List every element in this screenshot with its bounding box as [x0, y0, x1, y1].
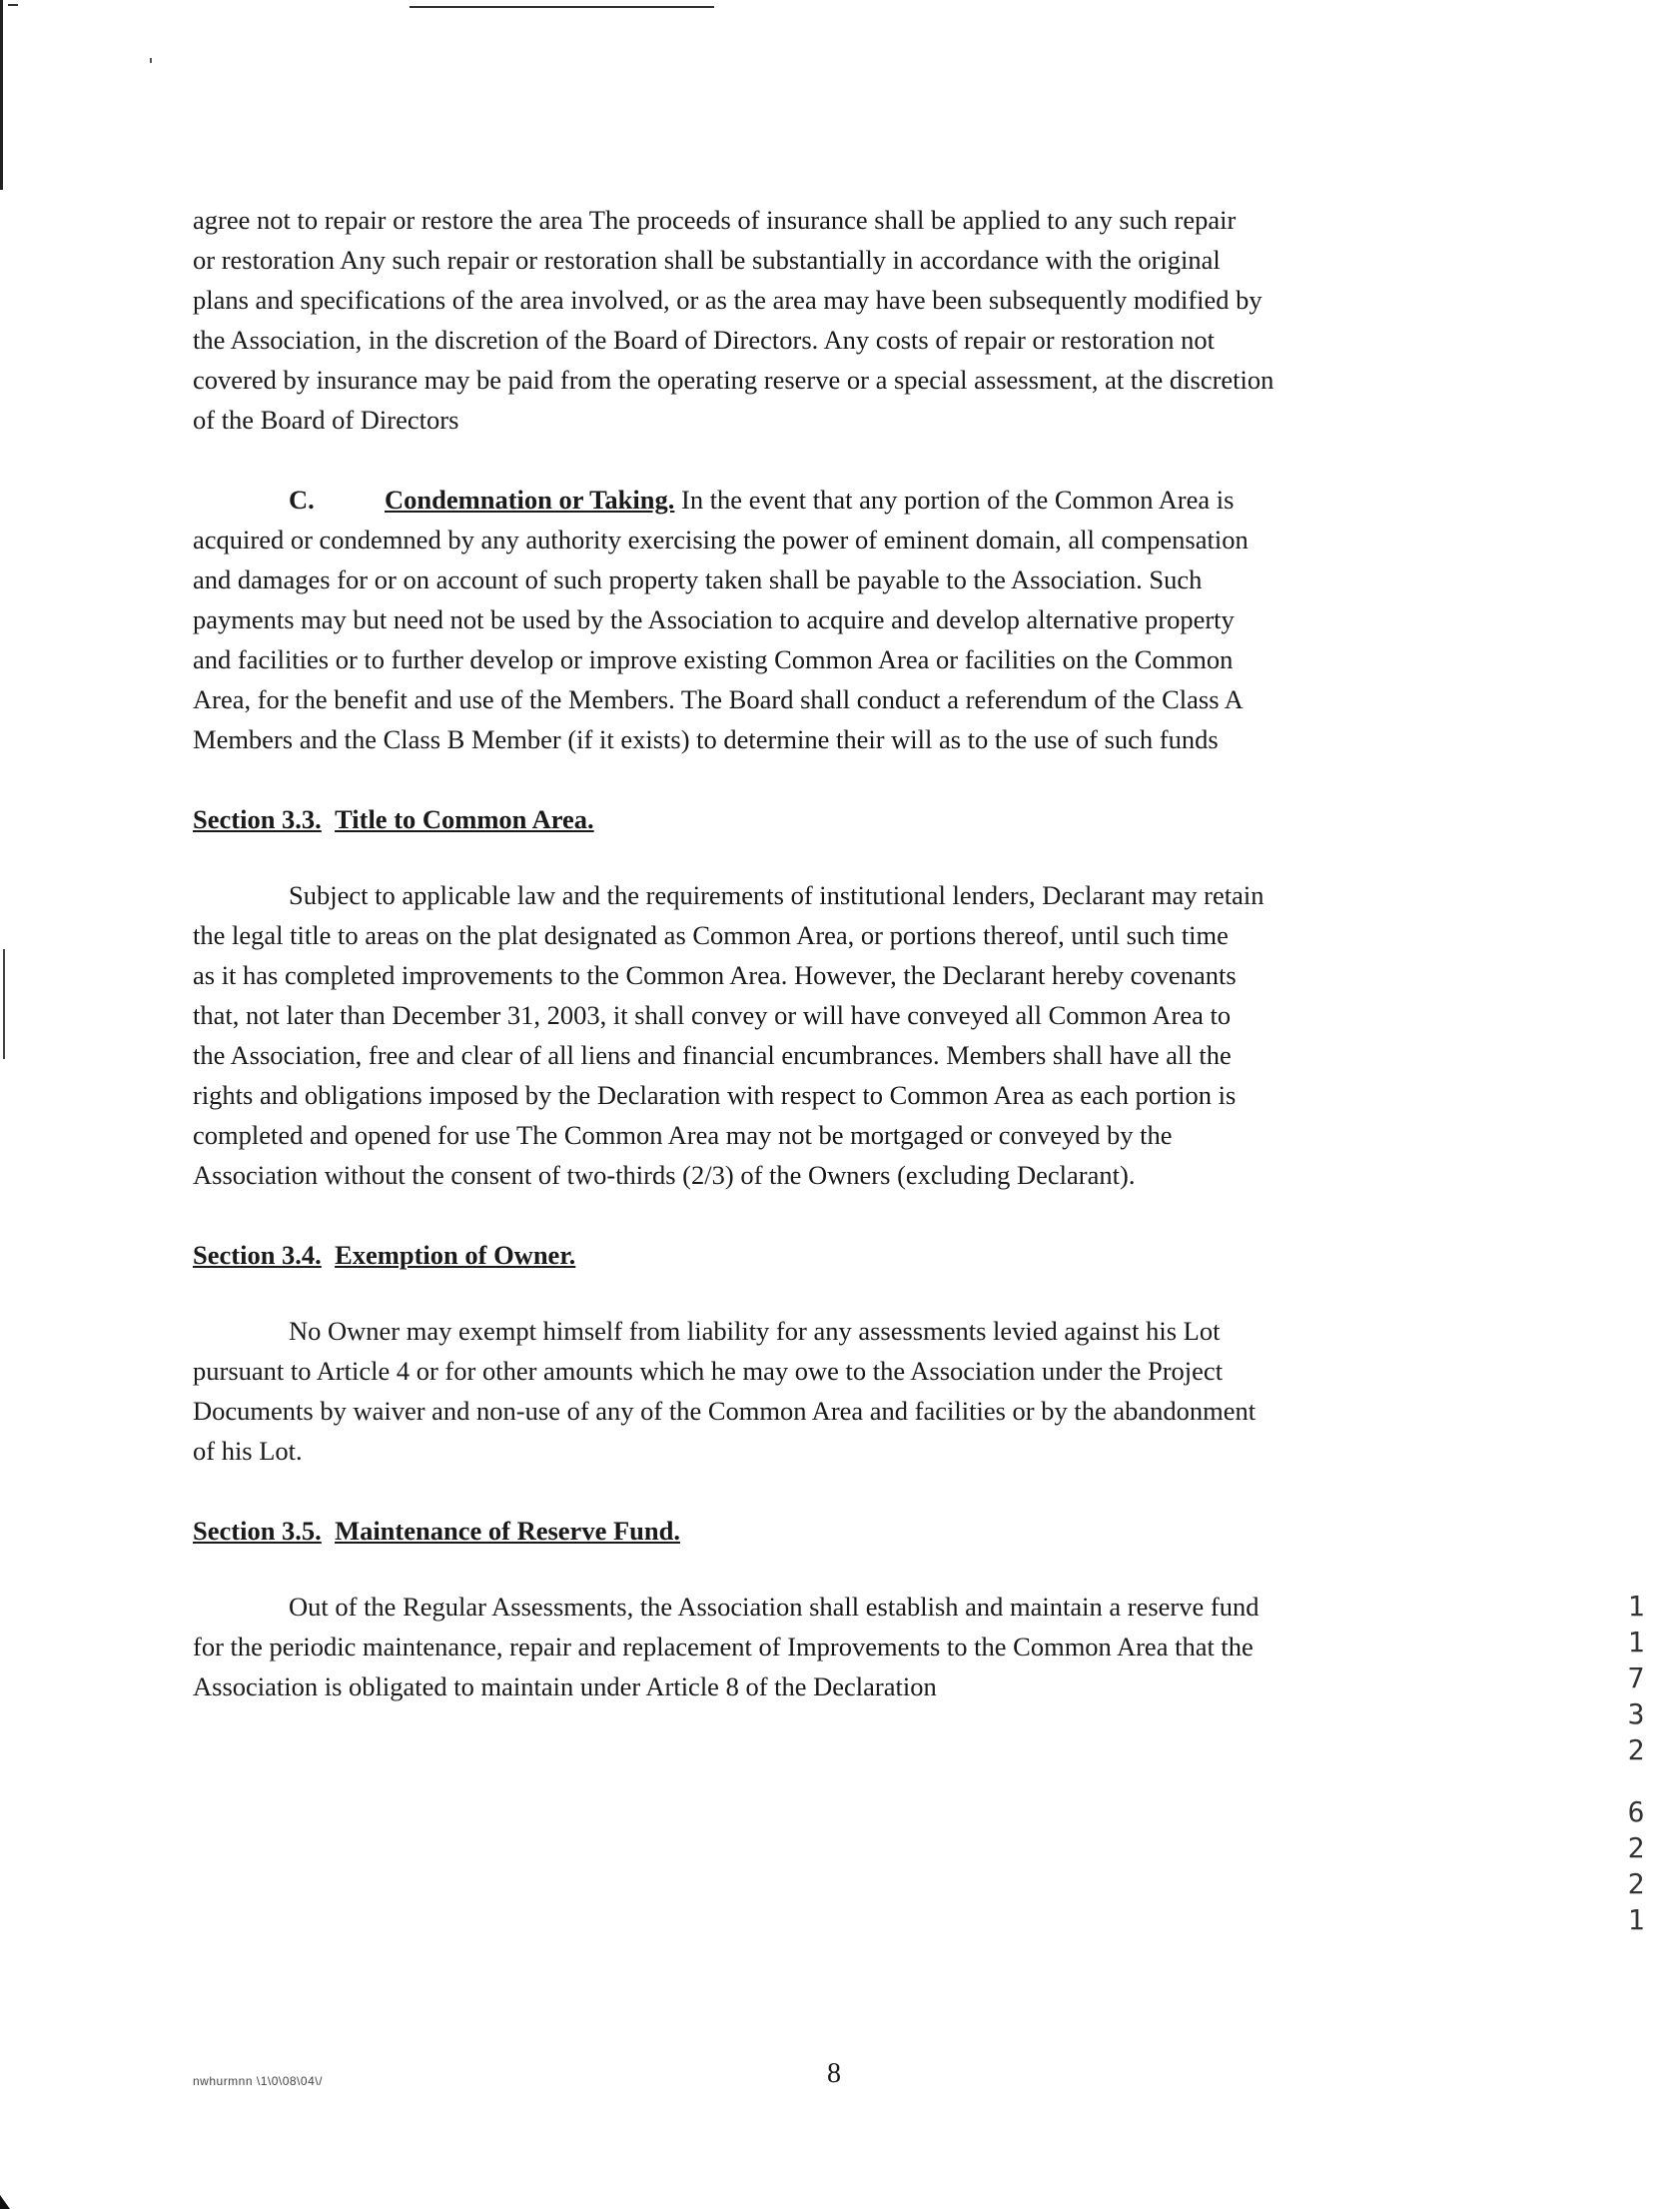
text-line: Subject to applicable law and the requirements of institutional lenders, Declarant may retain [289, 880, 1264, 910]
subsection-condemnation [193, 480, 1483, 759]
text-line: pursuant to Article 4 or for other amounts which he may owe to the Association under the Project [193, 1356, 1224, 1386]
page-number: 8 [827, 2058, 841, 2089]
text-line: as it has completed improvements to the Common Area. However, the Declarant hereby covenants [193, 960, 1237, 990]
stamp-digit: 2 [1627, 1867, 1645, 1900]
text-line: Association is obligated to maintain under Article 8 of the Declaration [193, 1671, 937, 1701]
text-line: of his Lot. [193, 1436, 303, 1466]
text-line: that, not later than December 31, 2003, it shall convey or will have conveyed all Common Area to [193, 1000, 1232, 1030]
text-line: for the periodic maintenance, repair and replacement of Improvements to the Common Area that the [193, 1632, 1254, 1661]
text-fragment: In the event that any portion of the Common Area is [674, 485, 1235, 515]
text-line: completed and opened for use The Common Area may not be mortgaged or conveyed by the [193, 1120, 1173, 1150]
section-heading [193, 1235, 1483, 1275]
text-line: covered by insurance may be paid from the operating reserve or a special assessment, at the discretion [193, 365, 1274, 395]
section-heading [193, 1511, 1483, 1551]
text-line: rights and obligations imposed by the Declaration with respect to Common Area as each portion is [193, 1080, 1237, 1110]
text-line: or restoration Any such repair or restoration shall be substantially in accordance with the original [193, 245, 1221, 275]
text-line: Association without the consent of two-thirds (2/3) of the Owners (excluding Declarant). [193, 1160, 1136, 1190]
text-line: payments may but need not be used by the Association to acquire and develop alternative property [193, 604, 1235, 634]
subsection-first-line [193, 480, 1483, 520]
text-line: the legal title to areas on the plat designated as Common Area, or portions thereof, until such time [193, 920, 1229, 950]
text-line: Members and the Class B Member (if it exists) to determine their will as to the use of such funds [193, 724, 1219, 754]
section-3-5-paragraph [193, 1587, 1483, 1706]
stamp-digit: 1 [1627, 1626, 1645, 1658]
document-id: nwhurmnn \1\0\08\04\/ [193, 2074, 323, 2088]
stamp-digit: 3 [1627, 1697, 1645, 1730]
text-line: Out of the Regular Assessments, the Association shall establish and maintain a reserve fund [289, 1592, 1260, 1622]
intro-paragraph [193, 200, 1483, 440]
scan-speck [150, 58, 152, 63]
section-3-4-paragraph [193, 1311, 1483, 1471]
stamp-digit: 7 [1627, 1661, 1645, 1694]
text-line: and facilities or to further develop or improve existing Common Area or facilities on the Common [193, 644, 1234, 674]
document-body [193, 200, 1483, 1706]
section-number: Section 3.3. [193, 804, 322, 834]
section-number: Section 3.5. [193, 1516, 322, 1546]
stamp-digit: 2 [1627, 1733, 1645, 1766]
section-number: Section 3.4. [193, 1240, 322, 1270]
scan-edge-mark [0, 0, 3, 190]
text-line: Area, for the benefit and use of the Members. The Board shall conduct a referendum of the Class A [193, 684, 1244, 714]
text-line: the Association, in the discretion of the Board of Directors. Any costs of repair or restoration not [193, 325, 1215, 355]
stamp-digit: 1 [1627, 1590, 1645, 1623]
subsection-title: Condemnation or Taking. [385, 485, 675, 515]
text-line: Documents by waiver and non-use of any of the Common Area and facilities or by the abandonment [193, 1396, 1257, 1426]
stamp-digit: 6 [1627, 1795, 1645, 1828]
recording-stamp [1618, 1589, 1654, 1938]
section-title: Title to Common Area. [335, 804, 594, 834]
section-title: Maintenance of Reserve Fund. [335, 1516, 680, 1546]
scan-corner-mark [0, 2195, 10, 2209]
text-line: No Owner may exempt himself from liability for any assessments levied against his Lot [289, 1316, 1221, 1346]
text-line: acquired or condemned by any authority exercising the power of eminent domain, all compensation [193, 525, 1249, 554]
text-line: and damages for or on account of such property taken shall be payable to the Association. Such [193, 564, 1203, 594]
subsection-letter: C. [289, 485, 315, 515]
scan-tick-mark [8, 4, 18, 6]
scan-top-rule [410, 6, 714, 8]
text-line: of the Board of Directors [193, 405, 459, 435]
text-line: plans and specifications of the area involved, or as the area may have been subsequently modified by [193, 285, 1262, 315]
text-line: the Association, free and clear of all liens and financial encumbrances. Members shall have all the [193, 1040, 1232, 1070]
text-line: agree not to repair or restore the area The proceeds of insurance shall be applied to any such repair [193, 205, 1237, 235]
section-title: Exemption of Owner. [335, 1240, 576, 1270]
section-heading [193, 799, 1483, 839]
stamp-digit: 2 [1627, 1831, 1645, 1864]
stamp-digit: 1 [1627, 1903, 1645, 1936]
scan-edge-mark [3, 949, 5, 1059]
section-3-3-paragraph [193, 875, 1483, 1195]
